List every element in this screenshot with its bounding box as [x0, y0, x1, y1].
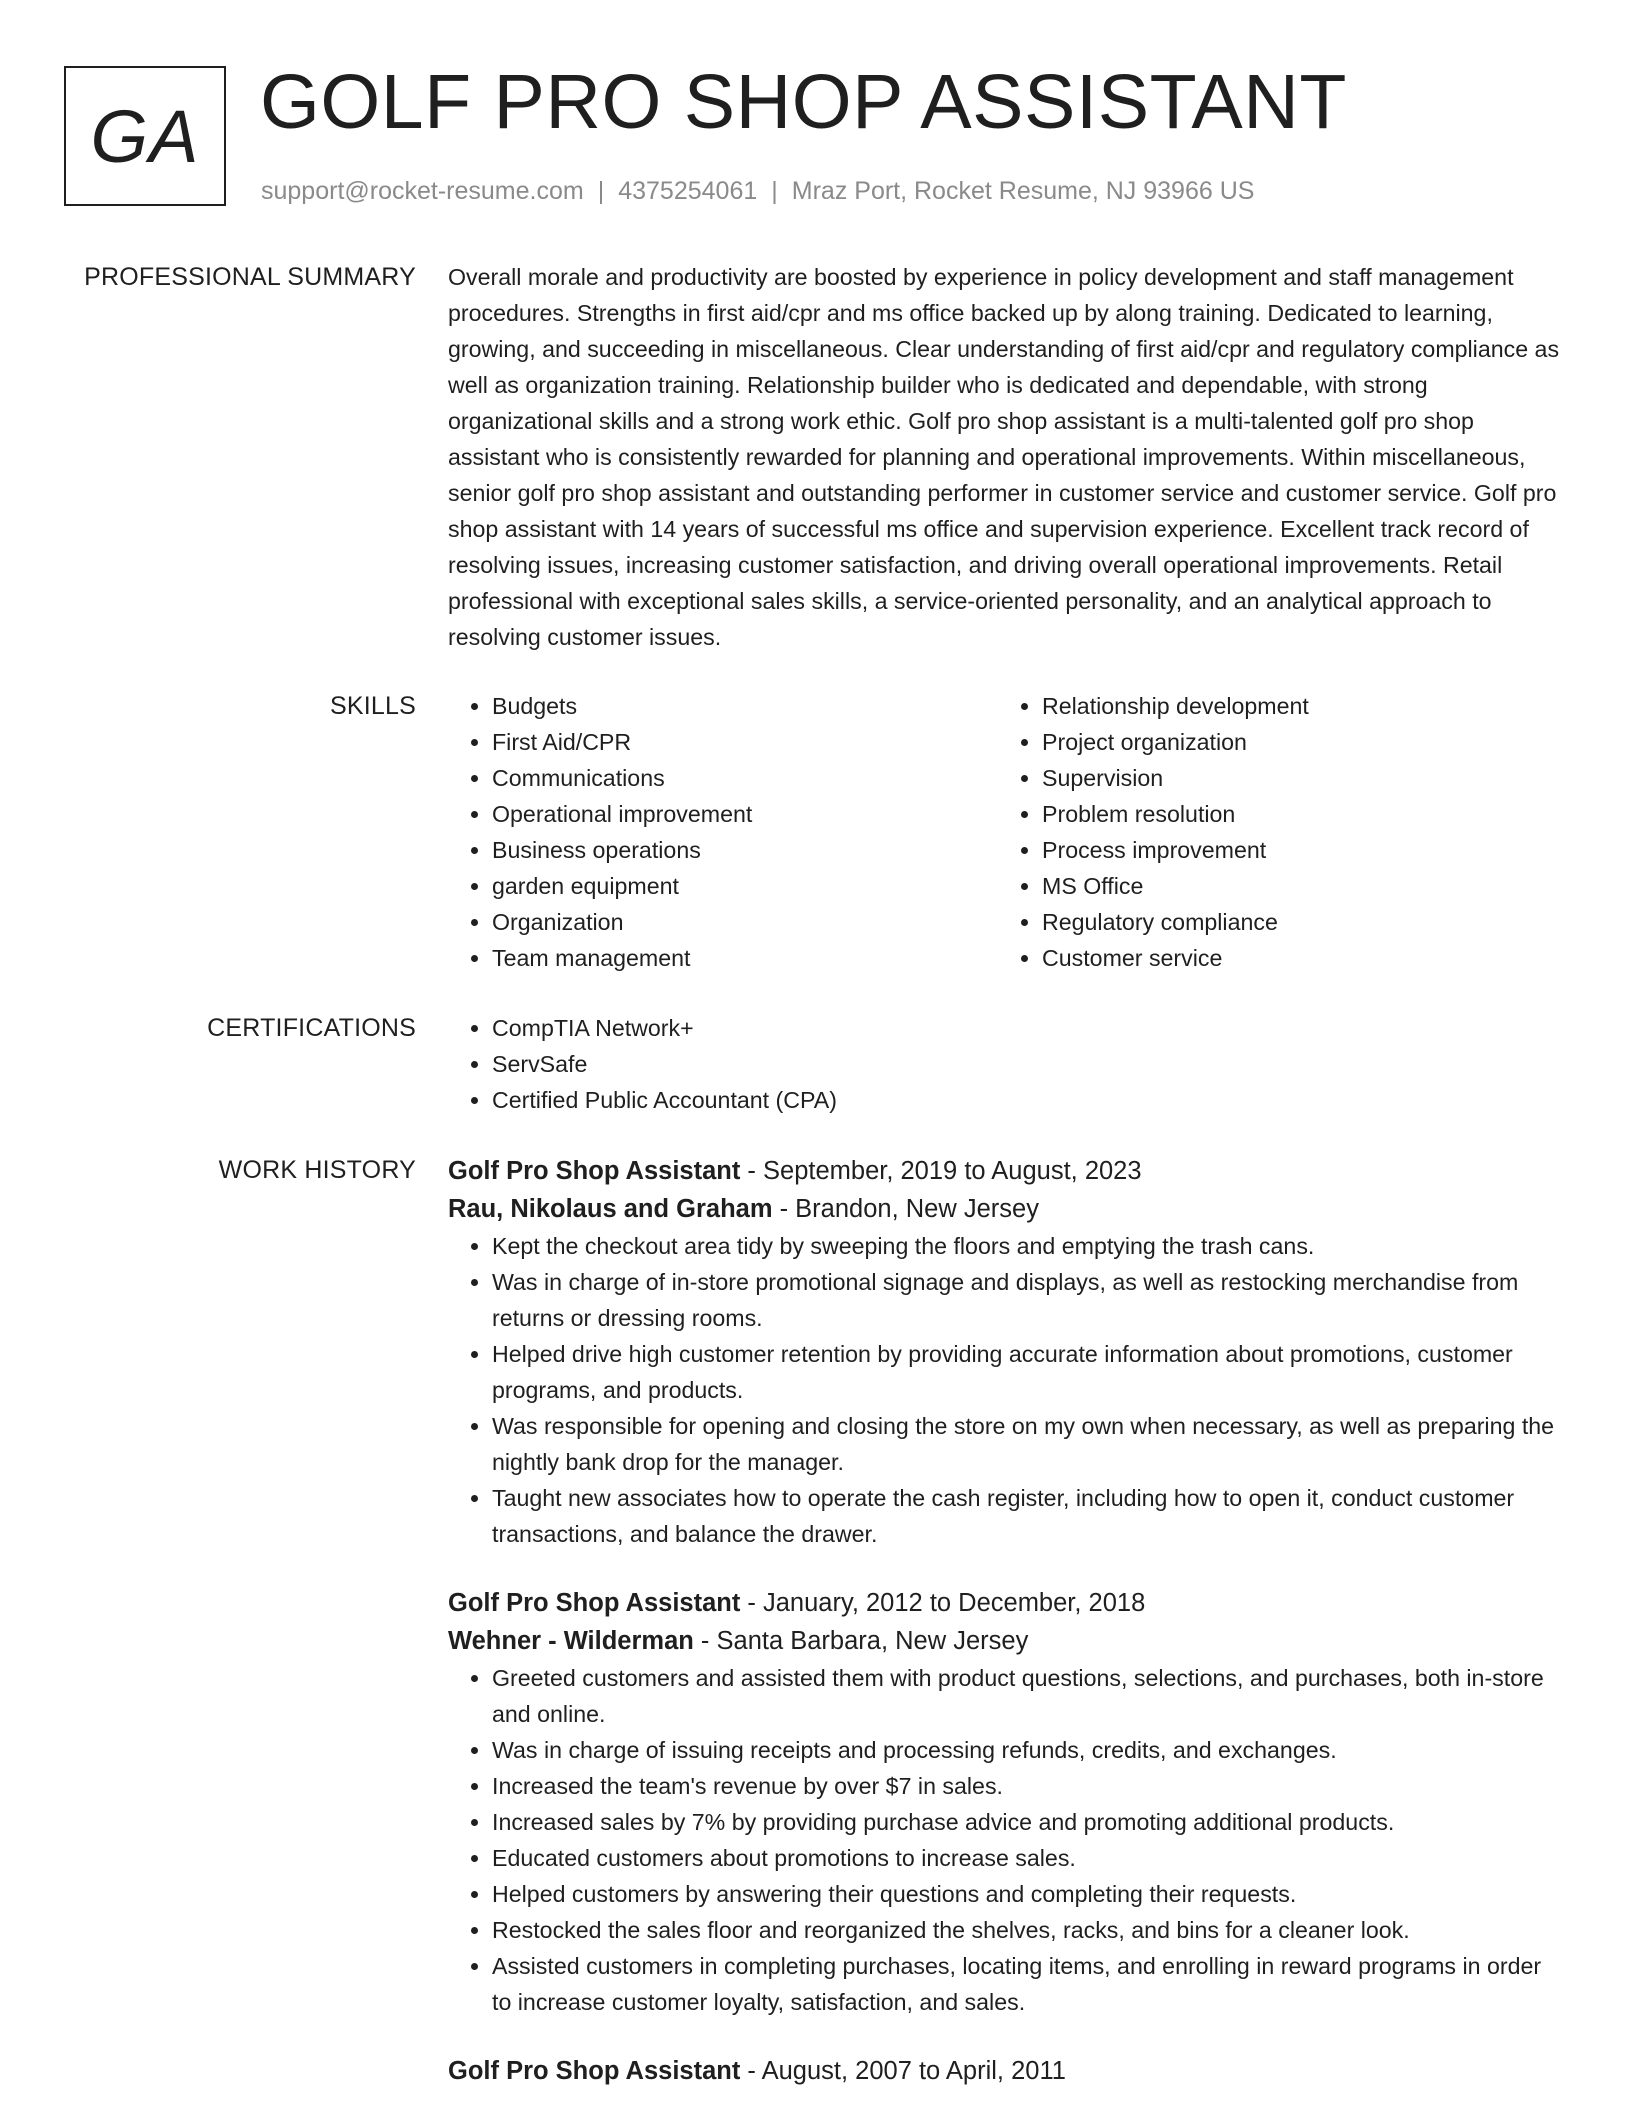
skill-item: • Team management — [492, 940, 998, 976]
job-bullets — [448, 1228, 1566, 1552]
job-company-line — [448, 1622, 1566, 1660]
certification-item: • Certified Public Accountant (CPA) — [492, 1082, 1566, 1118]
skill-item: • Relationship development — [1042, 688, 1548, 724]
work-history-body — [448, 1152, 1566, 2090]
skill-item: • Operational improvement — [492, 796, 998, 832]
job-title: Golf Pro Shop Assistant — [448, 1157, 741, 1185]
certifications-body — [448, 1010, 1566, 1118]
page-title: GOLF PRO SHOP ASSISTANT — [260, 59, 1347, 145]
skills-list-left — [448, 688, 998, 976]
job-entry — [448, 2052, 1566, 2090]
job-bullet: • Was in charge of issuing receipts and processing refunds, credits, and exchanges. — [492, 1732, 1566, 1768]
job-location: - Brandon, New Jersey — [772, 1195, 1039, 1223]
job-company-line — [448, 1190, 1566, 1228]
job-dates: - September, 2019 to August, 2023 — [740, 1157, 1142, 1185]
job-dates: - August, 2007 to April, 2011 — [740, 2057, 1066, 2085]
summary-text: Overall morale and productivity are boosted by experience in policy development and staff management procedures. Strengths in first aid/cpr and ms office backed up by along training. Dedicated to learning, growing, and succeeding in miscellaneous. Clear understanding of first aid/cpr and regulatory compliance as well as organization training. Relationship builder who is dedicated and dependable, with strong organizational skills and a strong work ethic. Golf pro shop assistant is a multi-talented golf pro shop assistant who is consistently rewarded for planning and operational improvements. Within miscellaneous, senior golf pro shop assistant and outstanding performer in customer service and customer service. Golf pro shop assistant with 14 years of successful ms office and supervision experience. Excellent track record of resolving issues, increasing customer satisfaction, and driving overall operational improvements. Retail professional with exceptional sales skills, a service-oriented personality, and an analytical approach to resolving customer issues. — [448, 264, 1560, 650]
contact-address: Mraz Port, Rocket Resume, NJ 93966 US — [791, 177, 1255, 205]
certification-item: • ServSafe — [492, 1046, 1566, 1082]
monogram-badge: GA — [64, 66, 226, 206]
section-title-summary: PROFESSIONAL SUMMARY — [84, 263, 416, 291]
job-bullet: • Kept the checkout area tidy by sweeping the floors and emptying the trash cans. — [492, 1228, 1566, 1264]
skill-item: • Problem resolution — [1042, 796, 1548, 832]
skills-list-right — [998, 688, 1548, 976]
skill-item: • First Aid/CPR — [492, 724, 998, 760]
summary-body — [448, 259, 1566, 655]
skill-item: • Regulatory compliance — [1042, 904, 1548, 940]
job-company: Wehner - Wilderman — [448, 1627, 694, 1655]
job-title-line — [448, 1152, 1566, 1190]
section-title-certifications: CERTIFICATIONS — [207, 1014, 416, 1042]
job-bullet: • Educated customers about promotions to increase sales. — [492, 1840, 1566, 1876]
job-title-line — [448, 2052, 1566, 2090]
certification-item: • CompTIA Network+ — [492, 1010, 1566, 1046]
contact-line — [261, 175, 1254, 207]
contact-separator: | — [597, 177, 605, 205]
job-bullets — [448, 1660, 1566, 2020]
skills-body — [448, 688, 1566, 976]
contact-email: support@rocket-resume.com — [261, 177, 584, 205]
job-bullet: • Helped customers by answering their questions and completing their requests. — [492, 1876, 1566, 1912]
job-entry — [448, 1152, 1566, 1552]
skill-item: • Project organization — [1042, 724, 1548, 760]
job-bullet: • Greeted customers and assisted them with product questions, selections, and purchases, both in-store and online. — [492, 1660, 1566, 1732]
job-bullet: • Was responsible for opening and closing the store on my own when necessary, as well as preparing the nightly bank drop for the manager. — [492, 1408, 1566, 1480]
skill-item: • Customer service — [1042, 940, 1548, 976]
contact-phone: 4375254061 — [618, 177, 758, 205]
skill-item: • MS Office — [1042, 868, 1548, 904]
job-title-line — [448, 1584, 1566, 1622]
skill-item: • garden equipment — [492, 868, 998, 904]
job-bullet: • Restocked the sales floor and reorganized the shelves, racks, and bins for a cleaner look. — [492, 1912, 1566, 1948]
job-bullet: • Assisted customers in completing purchases, locating items, and enrolling in reward programs in order to increase customer loyalty, satisfaction, and sales. — [492, 1948, 1566, 2020]
job-title: Golf Pro Shop Assistant — [448, 2057, 741, 2085]
certifications-list — [448, 1010, 1566, 1118]
job-location: - Santa Barbara, New Jersey — [693, 1627, 1029, 1655]
skill-item: • Business operations — [492, 832, 998, 868]
job-bullet: • Helped drive high customer retention by providing accurate information about promotions, customer programs, and products. — [492, 1336, 1566, 1408]
job-bullet: • Increased the team's revenue by over $7 in sales. — [492, 1768, 1566, 1804]
skill-item: • Organization — [492, 904, 998, 940]
section-title-work-history: WORK HISTORY — [218, 1156, 416, 1184]
job-company: Rau, Nikolaus and Graham — [448, 1195, 773, 1223]
section-title-skills: SKILLS — [330, 692, 416, 720]
skill-item: • Supervision — [1042, 760, 1548, 796]
skill-item: • Process improvement — [1042, 832, 1548, 868]
contact-separator: | — [771, 177, 778, 205]
skills-column-left — [448, 688, 998, 976]
job-bullet: • Was in charge of in-store promotional signage and displays, as well as restocking merchandise from returns or dressing rooms. — [492, 1264, 1566, 1336]
job-bullet: • Taught new associates how to operate the cash register, including how to open it, conduct customer transactions, and balance the drawer. — [492, 1480, 1566, 1552]
skills-column-right — [998, 688, 1548, 976]
job-dates: - January, 2012 to December, 2018 — [740, 1589, 1146, 1617]
skill-item: • Communications — [492, 760, 998, 796]
job-entry — [448, 1584, 1566, 2020]
job-bullet: • Increased sales by 7% by providing purchase advice and promoting additional products. — [492, 1804, 1566, 1840]
job-title: Golf Pro Shop Assistant — [448, 1589, 741, 1617]
skill-item: • Budgets — [492, 688, 998, 724]
